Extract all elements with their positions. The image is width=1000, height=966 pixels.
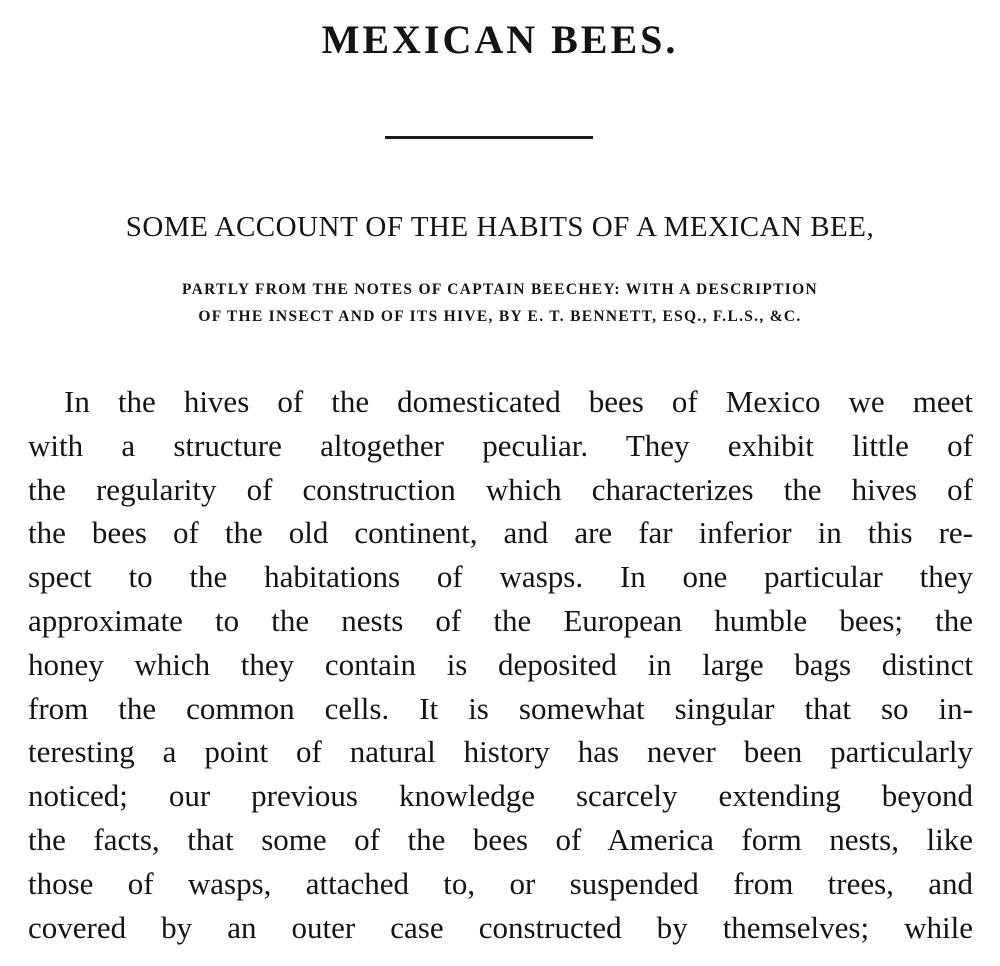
- body-line: spect to the habitations of wasps. In one particular they: [28, 559, 973, 595]
- body-line: teresting a point of natural history has never been particularly: [28, 734, 973, 770]
- body-line: those of wasps, attached to, or suspended from trees, and: [28, 865, 973, 901]
- body-line: approximate to the nests of the European humble bees; the: [28, 602, 973, 638]
- page-title: MEXICAN BEES.: [321, 17, 679, 62]
- body-line: the regularity of construction which characterizes the hives of: [28, 471, 973, 507]
- body-line: with a structure altogether peculiar. They exhibit little of: [28, 427, 973, 463]
- subheading-line: OF THE INSECT AND OF ITS HIVE, BY E. T. BENNETT, ESQ., F.L.S., &C.: [198, 308, 802, 325]
- article-subheading: [20, 276, 980, 330]
- title-divider-rule: [385, 136, 593, 139]
- body-line: covered by an outer case constructed by themselves; while: [28, 909, 973, 945]
- body-line: honey which they contain is deposited in large bags distinct: [28, 646, 973, 682]
- subheading-line: PARTLY FROM THE NOTES OF CAPTAIN BEECHEY: WITH A DESCRIPTION: [182, 281, 818, 298]
- body-line: the bees of the old continent, and are far inferior in this re-: [28, 515, 973, 551]
- body-line: the facts, that some of the bees of America form nests, like: [28, 821, 973, 857]
- body-line: In the hives of the domesticated bees of Mexico we meet: [64, 384, 973, 419]
- body-line: from the common cells. It is somewhat singular that so in-: [28, 690, 973, 726]
- article-body: [28, 380, 973, 949]
- body-line: noticed; our previous knowledge scarcely extending beyond: [28, 778, 973, 814]
- article-heading: SOME ACCOUNT OF THE HABITS OF A MEXICAN BEE,: [125, 211, 875, 243]
